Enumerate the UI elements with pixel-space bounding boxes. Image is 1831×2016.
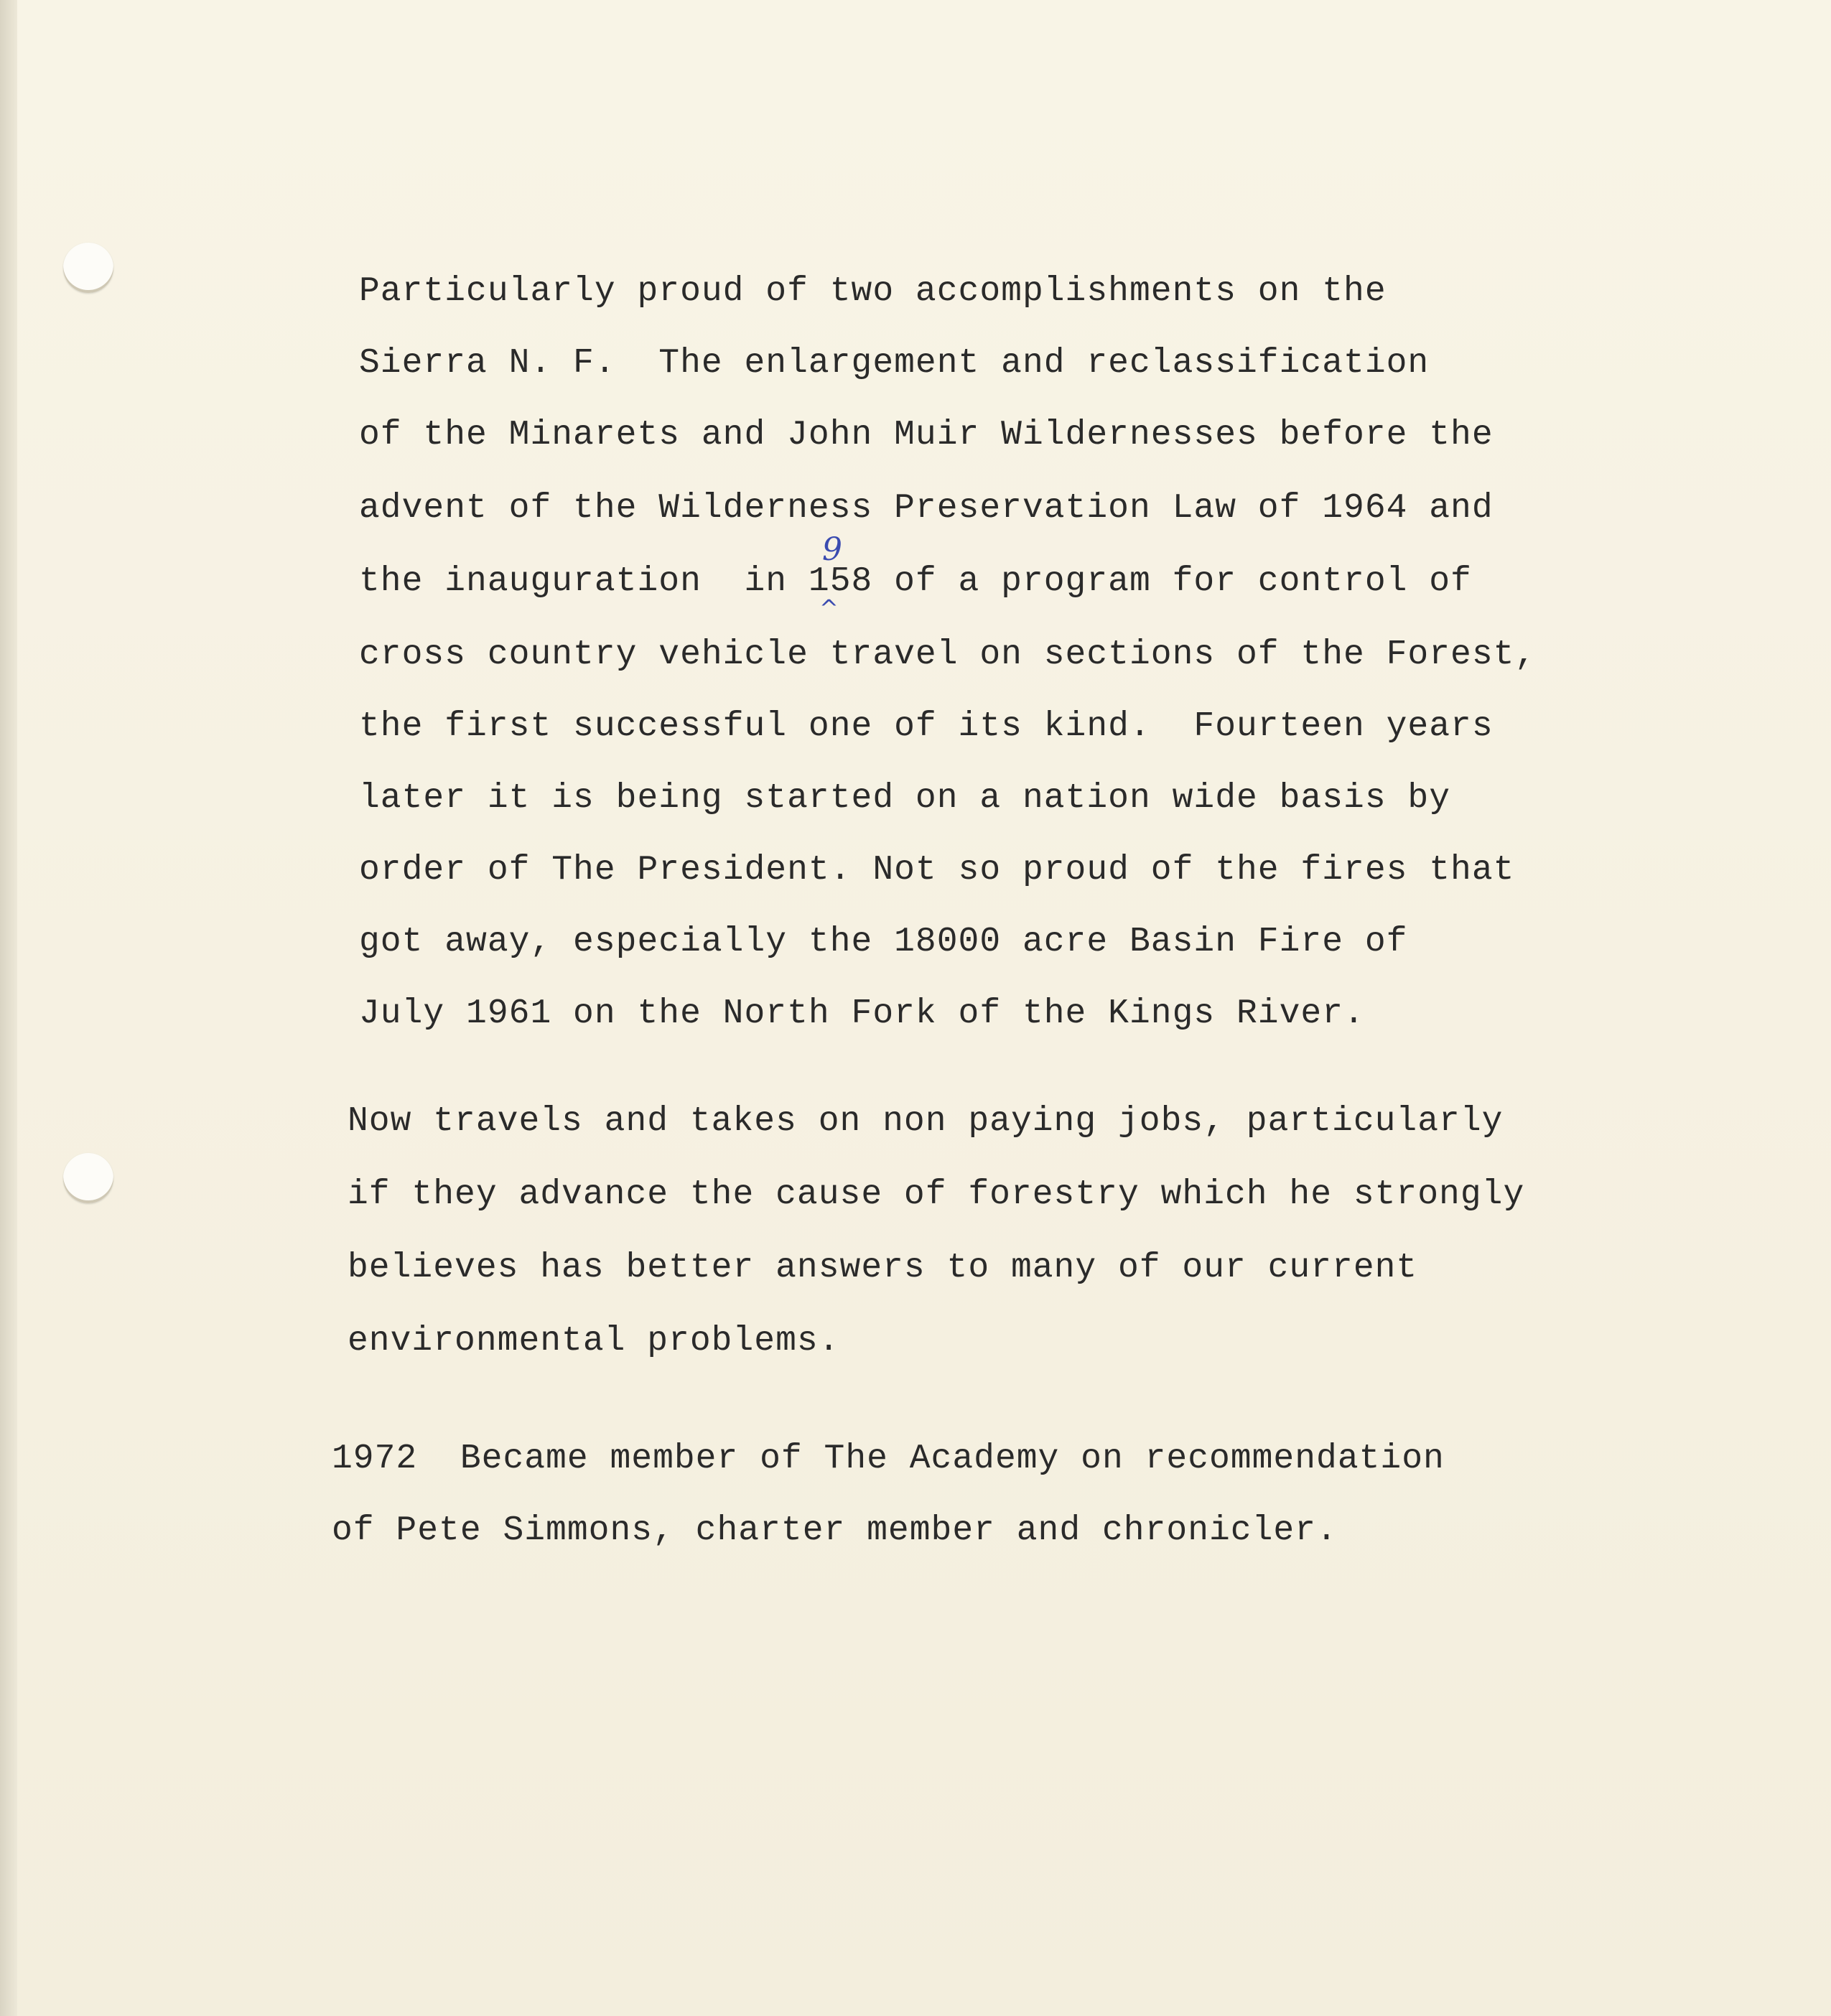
text-line: July 1961 on the North Fork of the Kings River. xyxy=(359,994,1365,1033)
text-line: order of The President. Not so proud of the fires that xyxy=(359,851,1515,890)
punch-hole-top xyxy=(63,243,113,293)
caret-mark: ^ xyxy=(819,594,839,622)
page-edge xyxy=(0,0,17,2016)
text-line: advent of the Wilderness Preservation Law of 1964 and xyxy=(359,489,1494,528)
text-line: of the Minarets and John Muir Wildernesses before the xyxy=(359,416,1494,454)
text-line: Particularly proud of two accomplishments on the xyxy=(359,272,1387,311)
handwritten-correction: 9 xyxy=(822,531,842,568)
text-line: of Pete Simmons, charter member and chronicler. xyxy=(332,1511,1338,1550)
text-line: got away, especially the 18000 acre Basin Fire of xyxy=(359,923,1408,961)
text-line: if they advance the cause of forestry which he strongly xyxy=(348,1175,1525,1214)
punch-hole-bottom xyxy=(63,1153,113,1203)
text-line: the first successful one of its kind. Fourteen years xyxy=(359,707,1494,746)
text-line: 1972 Became member of The Academy on recommendation xyxy=(332,1439,1445,1478)
text-line: believes has better answers to many of our current xyxy=(348,1249,1418,1287)
text-line: cross country vehicle travel on sections of the Forest, xyxy=(359,635,1537,674)
text-line: the inauguration in 158 of a program for control of xyxy=(359,562,1472,601)
text-line: Sierra N. F. The enlargement and reclassification xyxy=(359,344,1430,383)
text-line: environmental problems. xyxy=(348,1322,840,1361)
text-line: Now travels and takes on non paying jobs, particularly xyxy=(348,1102,1504,1141)
text-line: later it is being started on a nation wide basis by xyxy=(359,779,1451,818)
